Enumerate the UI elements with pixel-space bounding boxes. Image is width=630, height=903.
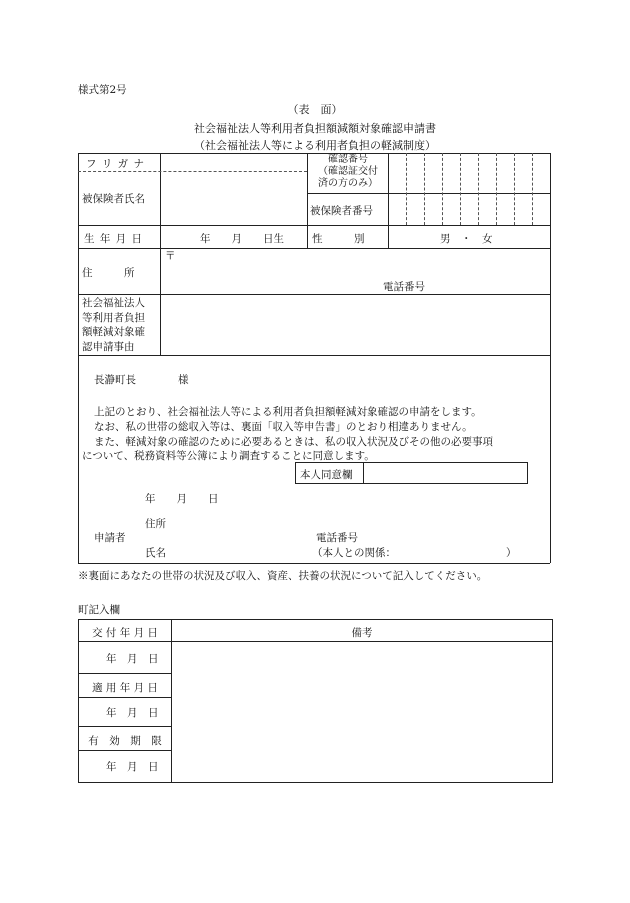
furigana-label: フ リ ガ ナ (86, 158, 146, 170)
applicant-label: 申請者 (94, 532, 126, 544)
application-reason-label: 社会福祉法人 等利用者負担 額軽減対象確 認申請事由 (82, 297, 145, 353)
address-label: 住 所 (82, 267, 135, 279)
issue-date-label: 交 付 年 月 日 (92, 627, 158, 639)
remarks-label: 備考 (351, 627, 373, 639)
issue-date-value[interactable]: 年 月 日 (106, 653, 159, 665)
form-number: 様式第2号 (78, 84, 127, 96)
postal-mark: 〒 (165, 250, 176, 262)
relation-close: ） (506, 547, 517, 559)
declaration-paragraph-3-cont: について、税務資料等公簿により調査することに同意します。 (82, 450, 375, 462)
application-date[interactable]: 年 月 日 (145, 493, 219, 505)
sex-label: 性 別 (312, 233, 365, 245)
sex-choice[interactable]: 男 ・ 女 (440, 233, 493, 245)
declaration-paragraph-3: また、軽減対象の確認のために必要あるときは、私の収入状況及びその他の必要事項 (94, 436, 493, 448)
document-title: 社会福祉法人等利用者負担額減額対象確認申請書 (194, 122, 436, 135)
reverse-side-note: ※裏面にあなたの世帯の状況及び収入、資産、扶養の状況について記入してください。 (78, 570, 488, 582)
side-label: （表 面） (287, 103, 343, 116)
insured-number-label: 被保険者番号 (310, 205, 373, 217)
insured-number-field[interactable] (389, 194, 549, 224)
town-section-title: 町記入欄 (78, 604, 120, 616)
insured-name-label: 被保険者氏名 (82, 193, 145, 205)
confirm-number-label: 確認番号 （確認証交付 済の方のみ） (318, 154, 378, 189)
birth-date-field[interactable]: 年 月 日生 (200, 233, 284, 245)
valid-period-value[interactable]: 年 月 日 (106, 761, 159, 773)
apply-date-label: 適 用 年 月 日 (92, 682, 158, 694)
applicant-phone-label: 電話番号 (316, 532, 358, 544)
furigana-field[interactable] (163, 157, 307, 171)
addressee: 長瀞町長 様 (94, 374, 189, 386)
insured-name-field[interactable] (163, 174, 305, 222)
consent-signature-field[interactable] (365, 463, 527, 483)
confirm-number-field[interactable] (389, 154, 549, 192)
relation-label: （本人との関係： (312, 547, 396, 559)
apply-date-value[interactable]: 年 月 日 (106, 707, 159, 719)
document-subtitle: （社会福祉法人等による利用者負担の軽減制度） (194, 139, 436, 152)
consent-label: 本人同意欄 (300, 469, 353, 481)
remarks-field[interactable] (172, 642, 551, 781)
applicant-address-label: 住所 (145, 518, 166, 530)
declaration-paragraph-2: なお、私の世帯の総収入等は、裏面「収入等申告書」のとおり相違ありません。 (94, 421, 473, 433)
address-field[interactable] (163, 260, 543, 280)
birth-date-label: 生 年 月 日 (84, 233, 144, 245)
phone-label: 電話番号 (383, 281, 425, 293)
application-reason-field[interactable] (163, 297, 548, 353)
declaration-paragraph-1: 上記のとおり、社会福祉法人等による利用者負担額軽減対象確認の申請をします。 (94, 406, 482, 418)
valid-period-label: 有 効 期 限 (88, 735, 162, 747)
applicant-name-label: 氏名 (145, 547, 166, 559)
